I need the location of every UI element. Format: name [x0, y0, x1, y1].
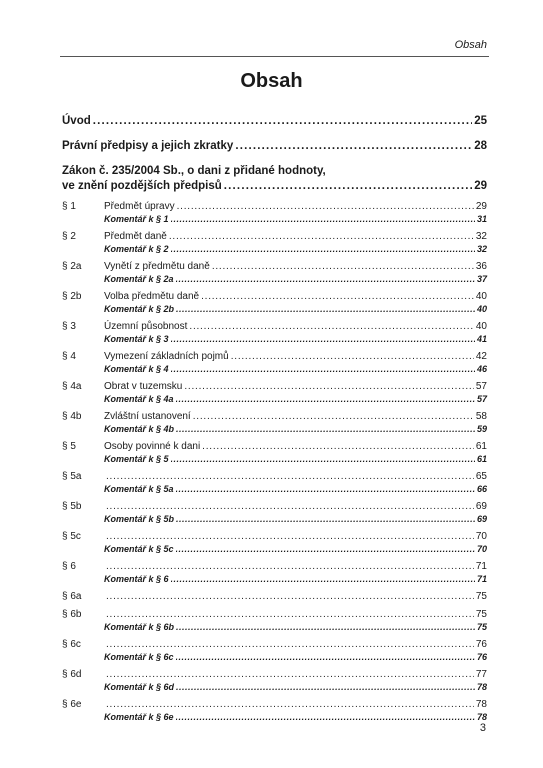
commentary-title: Komentář k § 4	[104, 364, 169, 374]
toc-section	[62, 200, 487, 225]
section-page: 40	[475, 291, 487, 302]
section-code: § 4b	[62, 411, 82, 422]
commentary-title: Komentář k § 5a	[104, 484, 174, 494]
toc-section	[62, 410, 487, 435]
section-code: § 3	[62, 321, 76, 332]
dot-leader	[231, 350, 474, 363]
dot-leader	[184, 380, 474, 393]
dot-leader	[106, 470, 474, 483]
toc-section-entry[interactable]	[62, 638, 487, 651]
toc-section	[62, 668, 487, 693]
toc-commentary-entry[interactable]	[62, 711, 487, 723]
section-page: 70	[475, 531, 487, 542]
dot-leader	[93, 114, 472, 129]
toc-section-entry[interactable]	[62, 230, 487, 243]
dot-leader	[235, 139, 472, 154]
commentary-title: Komentář k § 6b	[104, 622, 175, 632]
toc-section	[62, 590, 487, 603]
dot-leader	[106, 698, 474, 711]
toc-section-entry[interactable]	[62, 560, 487, 573]
toc-section	[62, 440, 487, 465]
section-title: Předmět daně	[104, 231, 167, 242]
commentary-page: 66	[476, 484, 487, 494]
section-page: 75	[475, 609, 487, 620]
section-page: 32	[475, 231, 487, 242]
toc-section-entry[interactable]	[62, 380, 487, 393]
toc-section-entry[interactable]	[62, 410, 487, 423]
commentary-title: Komentář k § 4b	[104, 424, 175, 434]
toc-commentary-entry[interactable]	[62, 651, 487, 663]
toc-commentary-entry[interactable]	[62, 363, 487, 375]
section-page: 29	[475, 201, 487, 212]
toc-sections	[62, 200, 487, 723]
commentary-page: 70	[476, 544, 487, 554]
section-page: 76	[475, 639, 487, 650]
toc-section-entry[interactable]	[62, 260, 487, 273]
section-page: 75	[475, 591, 487, 602]
page-number: 3	[479, 722, 486, 734]
commentary-page: 31	[476, 214, 487, 224]
dot-leader	[176, 393, 475, 405]
section-code: § 6	[62, 561, 76, 572]
section-title: Předmět úpravy	[104, 201, 175, 212]
toc-commentary-entry[interactable]	[62, 243, 487, 255]
dot-leader	[106, 560, 474, 573]
section-code: § 5b	[62, 501, 82, 512]
section-code: § 6e	[62, 699, 82, 710]
toc-commentary-entry[interactable]	[62, 423, 487, 435]
section-code: § 6d	[62, 669, 82, 680]
commentary-page: 75	[476, 622, 487, 632]
dot-leader	[176, 543, 475, 555]
commentary-page: 59	[476, 424, 487, 434]
dot-leader	[176, 681, 475, 693]
toc-section-entry[interactable]	[62, 530, 487, 543]
section-page: 77	[475, 669, 487, 680]
commentary-title: Komentář k § 2	[104, 244, 169, 254]
section-page: 78	[475, 699, 487, 710]
toc-commentary-entry[interactable]	[62, 681, 487, 693]
section-code: § 6c	[62, 639, 81, 650]
toc-section	[62, 638, 487, 663]
section-code: § 2	[62, 231, 76, 242]
dot-leader	[176, 303, 475, 315]
section-page: 58	[475, 411, 487, 422]
toc-section-entry[interactable]	[62, 290, 487, 303]
commentary-title: Komentář k § 2b	[104, 304, 175, 314]
toc-section-entry[interactable]	[62, 440, 487, 453]
commentary-page: 71	[476, 574, 487, 584]
page-title: Obsah	[240, 70, 303, 92]
section-code: § 2b	[62, 291, 82, 302]
section-code: § 5a	[62, 471, 82, 482]
section-page: 61	[475, 441, 487, 452]
table-of-contents	[62, 114, 487, 723]
section-code: § 4	[62, 351, 76, 362]
toc-part-legal[interactable]: Právní předpisy a jejich zkratky . . . 28	[62, 139, 487, 154]
dot-leader	[171, 333, 475, 345]
commentary-title: Komentář k § 5c	[104, 544, 174, 554]
toc-section-entry[interactable]	[62, 350, 487, 363]
toc-section	[62, 320, 487, 345]
toc-commentary-entry[interactable]	[62, 333, 487, 345]
commentary-title: Komentář k § 3	[104, 334, 169, 344]
toc-section-entry[interactable]	[62, 470, 487, 483]
dot-leader	[176, 483, 475, 495]
section-page: 57	[475, 381, 487, 392]
dot-leader	[224, 179, 472, 194]
section-code: § 2a	[62, 261, 82, 272]
section-page: 36	[475, 261, 487, 272]
section-page: 69	[475, 501, 487, 512]
toc-section-entry[interactable]	[62, 320, 487, 333]
section-code: § 4a	[62, 381, 82, 392]
section-title: Vymezení základních pojmů	[104, 351, 229, 362]
commentary-page: 40	[476, 304, 487, 314]
dot-leader	[176, 621, 475, 633]
dot-leader	[171, 453, 475, 465]
dot-leader	[169, 230, 474, 243]
commentary-page: 61	[476, 454, 487, 464]
commentary-title: Komentář k § 5b	[104, 514, 175, 524]
commentary-page: 46	[476, 364, 487, 374]
toc-section-entry[interactable]	[62, 500, 487, 513]
dot-leader	[176, 273, 475, 285]
toc-section	[62, 698, 487, 723]
toc-commentary-entry[interactable]	[62, 273, 487, 285]
toc-section	[62, 608, 487, 633]
toc-commentary-entry[interactable]	[62, 621, 487, 633]
section-title: Vynětí z předmětu daně	[104, 261, 210, 272]
running-head-title: Obsah	[454, 39, 487, 51]
toc-section	[62, 290, 487, 315]
commentary-title: Komentář k § 6d	[104, 682, 175, 692]
commentary-title: Komentář k § 6e	[104, 712, 174, 722]
dot-leader	[177, 200, 474, 213]
toc-commentary-entry[interactable]	[62, 453, 487, 465]
commentary-title: Komentář k § 6	[104, 574, 169, 584]
dot-leader	[202, 440, 474, 453]
toc-part-intro[interactable]: Úvod . . . 25	[62, 114, 487, 129]
dot-leader	[189, 320, 473, 333]
toc-section	[62, 350, 487, 375]
toc-commentary-entry[interactable]	[62, 303, 487, 315]
toc-section	[62, 470, 487, 495]
commentary-page: 76	[476, 652, 487, 662]
dot-leader	[201, 290, 474, 303]
toc-part-law[interactable]: ve znění pozdějších předpisů . . . 29	[62, 179, 487, 194]
commentary-title: Komentář k § 1	[104, 214, 169, 224]
toc-section	[62, 380, 487, 405]
toc-section	[62, 230, 487, 255]
dot-leader	[106, 500, 474, 513]
section-code: § 6b	[62, 609, 82, 620]
dot-leader	[171, 573, 475, 585]
section-title: Volba předmětu daně	[104, 291, 200, 302]
toc-section	[62, 500, 487, 525]
section-code: § 5	[62, 441, 76, 452]
toc-commentary-entry[interactable]	[62, 483, 487, 495]
toc-section	[62, 260, 487, 285]
dot-leader	[193, 410, 474, 423]
toc-section-entry[interactable]	[62, 608, 487, 621]
commentary-page: 69	[476, 514, 487, 524]
section-page: 40	[475, 321, 487, 332]
dot-leader	[106, 638, 474, 651]
dot-leader	[176, 513, 475, 525]
commentary-title: Komentář k § 4a	[104, 394, 174, 404]
toc-commentary-entry[interactable]	[62, 213, 487, 225]
section-title: Osoby povinné k dani	[104, 441, 201, 452]
commentary-page: 57	[476, 394, 487, 404]
toc-commentary-entry[interactable]	[62, 543, 487, 555]
toc-section	[62, 530, 487, 555]
commentary-page: 32	[476, 244, 487, 254]
dot-leader	[176, 423, 475, 435]
toc-part-law-line1[interactable]: Zákon č. 235/2004 Sb., o dani z přidané hodnoty,	[62, 165, 326, 177]
dot-leader	[171, 213, 475, 225]
toc-section	[62, 560, 487, 585]
commentary-page: 41	[476, 334, 487, 344]
toc-commentary-entry[interactable]	[62, 573, 487, 585]
toc-commentary-entry[interactable]	[62, 513, 487, 525]
commentary-title: Komentář k § 5	[104, 454, 169, 464]
commentary-title: Komentář k § 6c	[104, 652, 174, 662]
toc-section-entry[interactable]	[62, 668, 487, 681]
dot-leader	[106, 668, 474, 681]
dot-leader	[176, 651, 475, 663]
section-code: § 1	[62, 201, 76, 212]
toc-section-entry[interactable]	[62, 200, 487, 213]
dot-leader	[176, 711, 475, 723]
section-title: Zvláštní ustanovení	[104, 411, 191, 422]
commentary-page: 37	[476, 274, 487, 284]
toc-section-entry[interactable]	[62, 698, 487, 711]
section-page: 42	[475, 351, 487, 362]
section-code: § 6a	[62, 591, 82, 602]
commentary-title: Komentář k § 2a	[104, 274, 174, 284]
section-page: 65	[475, 471, 487, 482]
section-code: § 5c	[62, 531, 81, 542]
section-title: Územní působnost	[104, 321, 188, 332]
section-page: 71	[475, 561, 487, 572]
running-head	[60, 38, 489, 57]
section-title: Obrat v tuzemsku	[104, 381, 183, 392]
toc-parts	[62, 114, 487, 194]
dot-leader	[106, 608, 474, 621]
dot-leader	[106, 530, 474, 543]
commentary-page: 78	[476, 682, 487, 692]
dot-leader	[171, 243, 475, 255]
toc-section-entry[interactable]	[62, 590, 487, 603]
dot-leader	[212, 260, 474, 273]
toc-commentary-entry[interactable]	[62, 393, 487, 405]
dot-leader	[106, 590, 474, 603]
dot-leader	[171, 363, 475, 375]
commentary-page: 78	[476, 712, 487, 722]
